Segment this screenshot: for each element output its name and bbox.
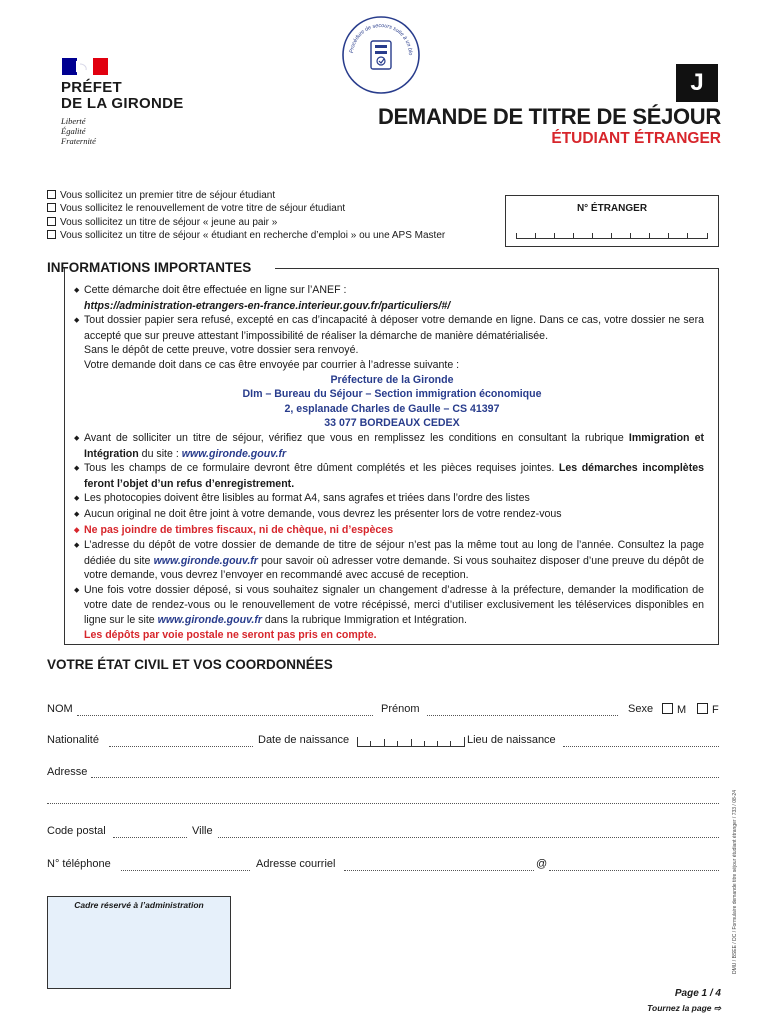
page-subtitle: ÉTUDIANT ÉTRANGER [551,130,721,147]
seal-text: Procédure de secours suite à un blo [349,22,414,56]
choice-au-pair[interactable]: Vous sollicitez un titre de séjour « jeune au pair » [47,216,445,229]
page-number: Page 1 / 4 [674,988,721,999]
choice-job-search[interactable]: Vous sollicitez un titre de séjour « étudiant en recherche d’emploi » ou une APS Master [47,229,445,242]
gironde-link[interactable]: www.gironde.gouv.fr [181,447,287,460]
gironde-link[interactable]: www.gironde.gouv.fr [157,614,262,627]
republic-motto: Liberté Égalité Fraternité [61,116,96,146]
prefecture-name: PRÉFET DE LA GIRONDE [61,79,184,112]
checkbox-icon[interactable] [47,230,56,239]
adresse-label: Adresse [47,766,88,778]
sexe-m-option[interactable]: M [662,703,686,716]
courriel-field-domain[interactable] [549,870,719,871]
ville-label: Ville [192,825,213,837]
prenom-field[interactable] [427,715,618,716]
at-sign: @ [536,858,548,870]
admin-reserved-label: Cadre réservé à l’administration [74,900,204,910]
prenom-label: Prénom [381,703,420,715]
code-postal-field[interactable] [113,837,187,838]
civil-status-heading: VOTRE ÉTAT CIVIL ET VOS COORDONNÉES [47,657,333,672]
procedure-seal-icon [340,14,422,96]
code-postal-label: Code postal [47,825,106,837]
telephone-field[interactable] [121,870,250,871]
checkbox-icon[interactable] [47,190,56,199]
lieu-naissance-label: Lieu de naissance [467,734,556,746]
date-naissance-field[interactable] [357,738,465,747]
request-type-choices [47,189,445,243]
svg-text:Procédure de secours suite à u [340,14,413,55]
checkbox-icon[interactable] [47,217,56,226]
lieu-naissance-field[interactable] [563,746,719,747]
checkbox-icon[interactable] [662,703,673,714]
nom-field[interactable] [77,715,373,716]
gironde-link[interactable]: www.gironde.gouv.fr [153,554,258,567]
foreigner-number-label: N° ÉTRANGER [576,203,648,214]
flag-icon [62,58,108,75]
foreigner-number-box [505,195,719,247]
checkbox-icon[interactable] [47,203,56,212]
sexe-label: Sexe [628,703,654,715]
admin-reserved-box [47,896,231,989]
checkbox-icon[interactable] [697,703,708,714]
form-letter-badge: J [676,64,718,102]
nationalite-field[interactable] [109,746,253,747]
page-title: DEMANDE DE TITRE DE SÉJOUR [377,104,721,129]
courriel-field-user[interactable] [344,870,534,871]
foreigner-number-input[interactable] [516,228,708,239]
ville-field[interactable] [218,837,719,838]
nom-label: NOM [47,703,73,715]
anef-link[interactable]: https://administration-etrangers-en-france.interieur.gouv.fr/particuliers/#/ [84,299,451,312]
info-heading: INFORMATIONS IMPORTANTES [47,260,252,275]
adresse-field-line-2[interactable] [47,803,719,804]
nationalite-label: Nationalité [47,734,99,746]
adresse-field[interactable] [91,777,719,778]
marianne-logo [62,58,108,75]
sexe-f-option[interactable]: F [697,703,719,716]
courriel-label: Adresse courriel [256,858,336,870]
turn-page-hint: Tournez la page ⇨ [647,1003,721,1013]
telephone-label: N° téléphone [47,858,111,870]
form-reference: DMU / BSEE / DC / Formulaire demande titre séjour étudiant étranger / 733 / 08-24 [732,790,738,974]
mailing-address: Préfecture de la Gironde DIm – Bureau du Séjour – Section immigration économique 2, esplanade Charles de Gaulle – CS 41397 33 077 BORDEAUX CEDEX [242,373,542,430]
info-content: ◆ Cette démarche doit être effectuée en ligne sur l’ANEF : https://administration-etrangers-en-france.interieur.gouv.fr/particuliers/#/ ◆ Tout dossier papier sera refusé, excepté en cas d’incapacité à déposer votre demande en ligne. Dans ce cas, votre dossier ne sera accepté que sur preuve attestant l’impossibilité de réaliser la démarche de manière dématérialisée. Sans le dépôt de cette preuve, votre dossier sera renvoyé. Votre demande doit dans ce cas être envoyée par courrier à l’adresse suivante : Préfecture de la Gironde DIm – Bureau du Séjour – Section immigration économique 2, esplanade Charles de Gaulle – CS 41397 33 077 BORDEAUX CEDEX ◆ Avant de solliciter un titre de séjour, vérifiez que vous en remplissez les conditions en consultant la rubrique Immigration et Intégration du site : www.gironde.gouv.fr ◆ Tous les champs de ce formulaire devront être dûment complétés et les pièces requises jointes. Les démarches incomplètes feront l’objet d’un refus d’enregistrement. ◆ Les photocopies doivent être lisibles au format A4, sans agrafes et triées dans l’ordre des listes ◆ Aucun original ne doit être joint à votre demande, vous devrez les présenter lors de votre rendez-vous ◆ Ne pas joindre de timbres fiscaux, ni de chèque, ni d’espèces ◆ L’adresse du dépôt de votre dossier de demande de titre de séjour n’est pas la même tout au long de l’année. Consultez la page dédiée du site www.gironde.gouv.fr pour savoir où adresser votre demande. Si vous souhaitez disposer d’une preuve du dépôt de votre demande, vous devrez l’envoyer en recommandé avec accusé de reception. ◆ Une fois votre dossier déposé, si vous souhaitez signaler un changement d’adresse à la préfecture, demander la modification de votre date de rendez-vous ou le renouvellement de votre récépissé, merci d’utiliser exclusivement les téléservices disponibles en ligne sur le site www.gironde.gouv.fr dans la rubrique Immigration et Intégration. Les dépôts par voie postale ne seront pas pris en compte. [74,283,704,642]
date-naissance-label: Date de naissance [258,734,350,746]
choice-renewal[interactable]: Vous sollicitez le renouvellement de votre titre de séjour étudiant [47,202,445,215]
choice-first-permit[interactable]: Vous sollicitez un premier titre de séjour étudiant [47,189,445,202]
